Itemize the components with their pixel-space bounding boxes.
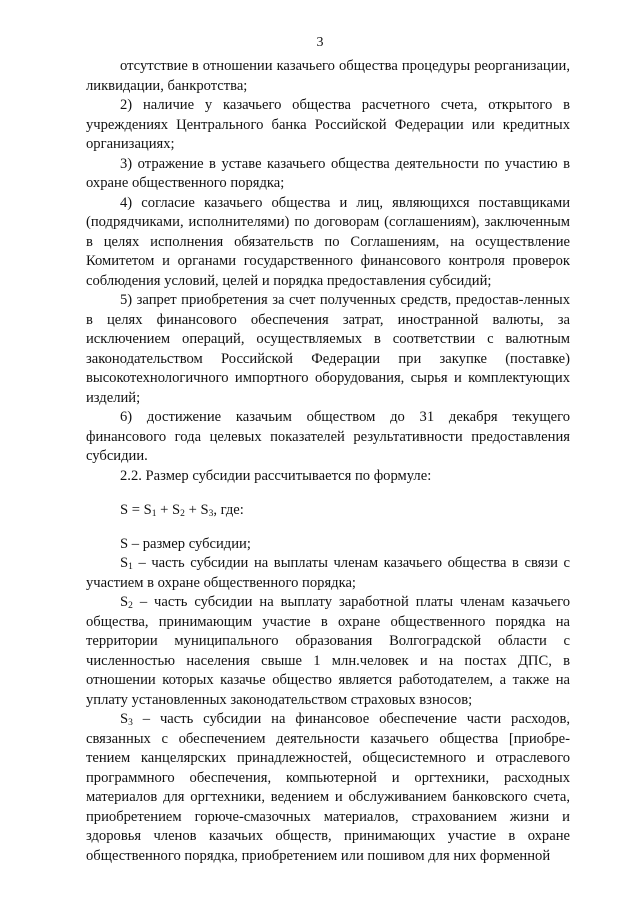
- section-2-2-heading: 2.2. Размер субсидии рассчитывается по формуле:: [120, 467, 432, 484]
- definition-s2-symbol: S: [120, 594, 129, 610]
- definition-s: S – размер субсидии;: [120, 535, 251, 552]
- condition-item-1-continuation: отсутствие в отношении казачьего общества процедуры реорганизации, ликвидации, банкротства;: [86, 58, 570, 94]
- definition-s3-text: – часть субсидии на финансовое обеспечение части расходов, связанных с обеспечением деятельности казачьего общества [приобре-тением канцелярских принадлежностей, общесистемного и отраслевого программного обеспечения, компьютерной и оргтехники, расходных материалов для оргтехники, ведением и обслуживанием банковского счета, приобретением горюче-смазочных материалов, страхованием жизни и здоровья членов казачьих обществ, принимающих участие в охране общественного порядка, приобретением или пошивом для них форменной: [86, 711, 570, 864]
- definition-s3-symbol: S: [120, 711, 129, 727]
- condition-item-6: 6) достижение казачьим обществом до 31 декабря текущего финансового года целевых показателей результативности предоставления субсидии.: [86, 409, 570, 464]
- page-number: 3: [316, 35, 324, 50]
- definition-s3-sub: 3: [128, 718, 133, 728]
- formula-plus-2: + S: [184, 502, 209, 518]
- formula-plus-1: + S: [156, 502, 181, 518]
- formula-sub-1: 1: [151, 509, 157, 519]
- document-body: [86, 57, 570, 866]
- definition-s1-sub: 1: [128, 562, 133, 572]
- definition-s2-sub: 2: [128, 601, 133, 611]
- definition-s3: [86, 710, 570, 866]
- formula-lhs: S = S: [120, 502, 152, 518]
- definition-s2-text: – часть субсидии на выплату заработной платы членам казачьего общества, принимающим участие в охране общественного порядка на территории муниципального образования Волгоградской области с численностью населения свыше 1 млн.человек и на постах ДПС, в отношении которых казачье общество является работодателем, а также на уплату установленных законодательством страховых взносов;: [86, 594, 570, 708]
- formula-sub-3: 3: [208, 509, 214, 519]
- definition-s1-symbol: S: [120, 555, 129, 571]
- condition-item-5: 5) запрет приобретения за счет полученных средств, предостав-ленных в целях финансового обеспечения затрат, иностранной валюты, за исключением операций, осуществляемых в соответствии с валютным законодательством Российской Федерации при закупке (поставке) высокотехнологичного импортного оборудования, сырья и комплектующих изделий;: [86, 292, 570, 406]
- definition-s1-text: – часть субсидии на выплаты членам казачьего общества в связи с участием в охране общественного порядка;: [86, 555, 570, 591]
- condition-item-4: 4) согласие казачьего общества и лиц, являющихся поставщиками (подрядчиками, исполнителями) по договорам (соглашениям), заключенным в целях исполнения обязательств по Соглашениям, на осуществление Комитетом и органами государственного финансового контроля проверок соблюдения условий, целей и порядка предоставления субсидий;: [86, 194, 570, 289]
- formula-sub-2: 2: [180, 509, 185, 519]
- formula-tail: , где:: [213, 502, 244, 518]
- condition-item-2: 2) наличие у казачьего общества расчетного счета, открытого в учреждениях Центрального банка Российской Федерации или кредитных организациях;: [86, 97, 570, 152]
- definition-s1: [86, 554, 570, 593]
- definition-s2: [86, 593, 570, 710]
- condition-item-3: 3) отражение в уставе казачьего общества деятельности по участию в охране общественного порядка;: [86, 155, 570, 191]
- subsidy-formula: [86, 501, 570, 521]
